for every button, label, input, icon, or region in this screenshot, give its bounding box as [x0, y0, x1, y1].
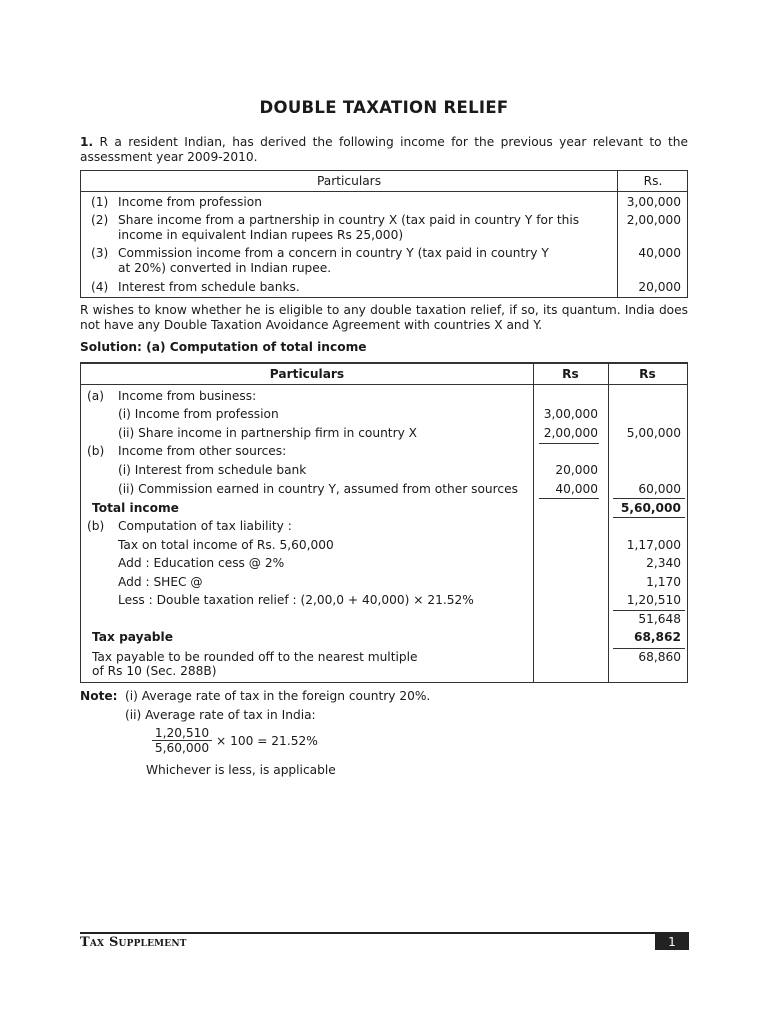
- row-text: Income from profession: [118, 195, 262, 209]
- row-text: Interest from schedule banks.: [118, 280, 300, 294]
- underline: [613, 648, 685, 649]
- amount: 68,860: [638, 650, 681, 664]
- total-income-amount: 5,60,000: [620, 501, 681, 515]
- amount: 20,000: [555, 463, 598, 477]
- fraction-result: × 100 = 21.52%: [216, 734, 318, 748]
- header-rs-2: Rs: [639, 367, 656, 381]
- total-income-label: Total income: [92, 501, 179, 515]
- line-item: Less : Double taxation relief : (2,00,0 + 40,000) × 21.52%: [118, 593, 474, 607]
- column-divider: [533, 364, 534, 682]
- fraction-numerator: 1,20,510: [154, 726, 210, 740]
- question-body: R a resident Indian, has derived the following income for the previous year relevant to the assessment year 2009-2010.: [80, 135, 689, 164]
- rounding-note: [92, 650, 417, 678]
- row-amount: 20,000: [638, 280, 681, 294]
- row-amount: 2,00,000: [626, 213, 681, 227]
- note-line-1: (i) Average rate of tax in the foreign country 20%.: [125, 689, 431, 703]
- underline: [613, 517, 685, 518]
- computation-table: [80, 362, 688, 683]
- amount: 1,20,510: [626, 593, 681, 607]
- rounding-line-1: Tax payable to be rounded off to the nearest multiple: [92, 650, 418, 664]
- header-divider: [81, 191, 687, 192]
- underline: [613, 498, 685, 499]
- row-text-cont: income in equivalent Indian rupees Rs 25,000): [118, 228, 404, 242]
- amount: 2,00,000: [543, 426, 598, 440]
- page-title: DOUBLE TAXATION RELIEF: [259, 98, 509, 117]
- line-item: Add : Education cess @ 2%: [118, 556, 285, 570]
- section-title: Income from business:: [118, 389, 257, 403]
- tax-payable-label: Tax payable: [92, 630, 173, 644]
- line-item: (ii) Share income in partnership firm in country X: [118, 426, 418, 440]
- amount: 1,17,000: [626, 538, 681, 552]
- note-line-2: (ii) Average rate of tax in India:: [125, 708, 316, 722]
- rounding-line-2: of Rs 10 (Sec. 288B): [92, 664, 217, 678]
- column-divider: [608, 364, 609, 682]
- row-number: (2): [91, 213, 109, 227]
- amount: 51,648: [638, 612, 681, 626]
- footer-rule: [80, 932, 689, 934]
- fraction: [152, 726, 212, 755]
- section-label: (a): [87, 389, 104, 403]
- note-line-3: Whichever is less, is applicable: [146, 763, 336, 777]
- row-number: (1): [91, 195, 109, 209]
- amount: 2,340: [646, 556, 681, 570]
- row-amount: 40,000: [638, 246, 681, 260]
- row-number: (3): [91, 246, 109, 260]
- underline: [539, 443, 599, 444]
- header-particulars: Particulars: [316, 174, 382, 188]
- question-followup: R wishes to know whether he is eligible to any double taxation relief, if so, its quantum. India does not have any Double Taxation Avoidance Agreement with countries X and Y.: [80, 303, 688, 332]
- header-divider: [81, 384, 687, 385]
- header-rs: Rs.: [643, 174, 663, 188]
- amount: 40,000: [555, 482, 598, 496]
- section-title: Income from other sources:: [118, 444, 287, 458]
- section-label: (b): [87, 444, 105, 458]
- line-item: Tax on total income of Rs. 5,60,000: [118, 538, 334, 552]
- amount: 3,00,000: [543, 407, 598, 421]
- page-number: 1: [655, 934, 689, 950]
- row-text: Commission income from a concern in country Y (tax paid in country Y: [118, 246, 549, 260]
- line-item: (ii) Commission earned in country Y, assumed from other sources: [118, 482, 518, 496]
- underline: [539, 498, 599, 499]
- solution-heading: Solution: (a) Computation of total income: [80, 340, 367, 354]
- amount: 60,000: [638, 482, 681, 496]
- row-text: Share income from a partnership in country X (tax paid in country Y for this: [118, 213, 580, 227]
- row-amount: 3,00,000: [626, 195, 681, 209]
- question-text: [80, 135, 688, 165]
- header-particulars: Particulars: [269, 367, 345, 381]
- line-item: (i) Income from profession: [118, 407, 279, 421]
- underline: [613, 610, 685, 611]
- header-rs-1: Rs: [562, 367, 579, 381]
- line-item: (i) Interest from schedule bank: [118, 463, 307, 477]
- column-divider: [617, 171, 618, 297]
- footer-title: Tax Supplement: [80, 935, 187, 950]
- income-table: [80, 170, 688, 298]
- fraction-denominator: 5,60,000: [154, 741, 210, 755]
- section-label: (b): [87, 519, 105, 533]
- tax-payable-amount: 68,862: [633, 630, 681, 644]
- amount: 5,00,000: [626, 426, 681, 440]
- question-number: 1.: [80, 135, 94, 149]
- row-number: (4): [91, 280, 109, 294]
- section-title: Computation of tax liability :: [118, 519, 292, 533]
- line-item: Add : SHEC @: [118, 575, 203, 589]
- amount: 1,170: [646, 575, 681, 589]
- row-text-cont: at 20%) converted in Indian rupee.: [118, 261, 332, 275]
- note-label: Note:: [80, 689, 118, 703]
